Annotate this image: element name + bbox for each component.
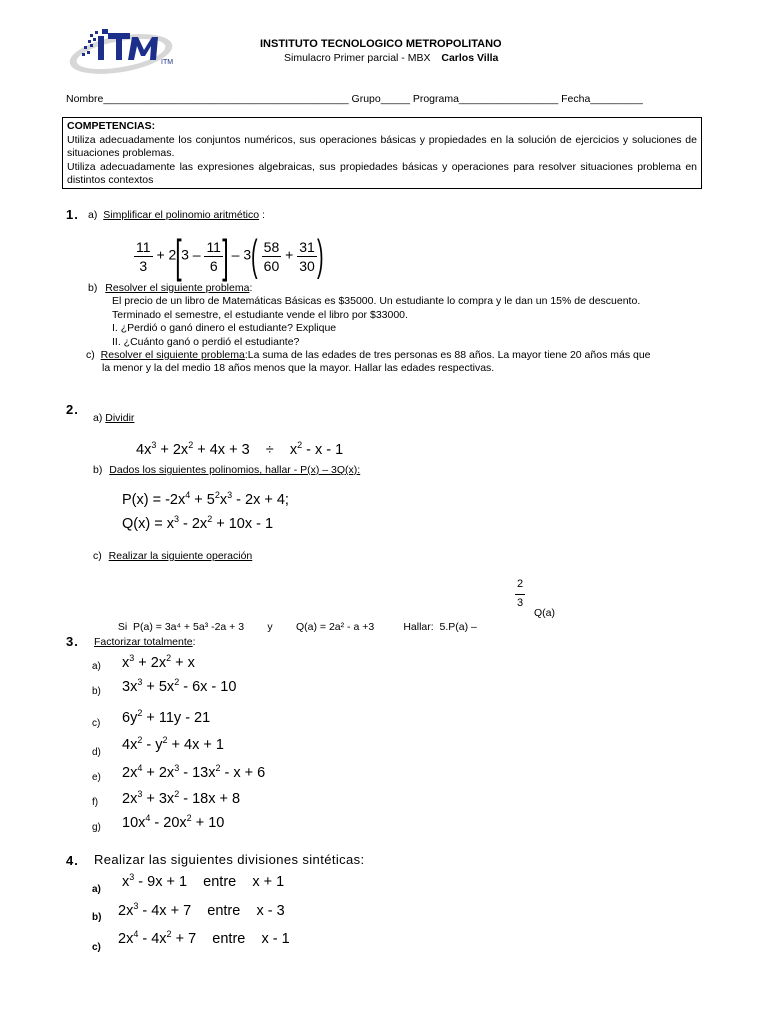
q4-entre: entre (207, 903, 241, 919)
q3-item-label: b) (92, 686, 101, 697)
q1-b-line-4: II. ¿Cuánto ganó o perdió el estudiante? (112, 335, 300, 348)
q3-item-b-expression: $3x^3 + 5x^2 - 6x - 10$ (122, 677, 237, 695)
q3-item-label: c) (92, 718, 101, 729)
q2-b-polynomial-p: $P(x) = -2x^4 + 5^2x^3 - 2x + 4$; (122, 490, 289, 508)
q1-a (88, 209, 265, 223)
q3-item-d-expression: $4x^2 - y^2 + 4x + 1$ (122, 735, 224, 753)
q4-item-b-expression: $2x^3 - 4x + 7$ entre x - 3 (118, 901, 285, 919)
q2-a-label: a) (93, 412, 103, 424)
exam-subtitle-text: Simulacro Primer parcial - MBX (284, 52, 431, 64)
q4-item-label: a) (92, 884, 101, 895)
author-name: Carlos Villa (441, 52, 499, 64)
q4-item-label: b) (92, 912, 102, 923)
competencias-box (62, 117, 702, 189)
q1-c (86, 349, 651, 363)
q3-item-label: d) (92, 747, 101, 758)
q4-item-c-expression: $2x^4 - 4x^2 + 7$ entre x - 1 (118, 929, 290, 947)
question-1-number: 1. (66, 207, 79, 222)
q3-item-a-expression: $x^3 + 2x^2 + x$ (122, 653, 195, 671)
question-2-number: 2. (66, 402, 79, 417)
frac-11-6: $\frac{11}{6}$ (206, 238, 221, 274)
q1-c-text: Resolver el siguiente problema (100, 349, 245, 361)
q3-item-label: e) (92, 772, 101, 783)
q2-c-frac-denominator: 3 (516, 596, 524, 609)
q1-b (88, 282, 252, 296)
q1-c-label: c) (86, 349, 95, 361)
q2-c-frac-numerator: 2 (516, 578, 524, 590)
q4-divisor: x + 1 (252, 874, 285, 890)
q1-c-line-1: :La suma de las edades de tres personas es 88 años. La mayor tiene 20 años más que (244, 349, 651, 361)
q1-a-text: Simplificar el polinomio aritmético (103, 209, 260, 221)
q2-c-text: Realizar la siguiente operación (108, 550, 253, 562)
student-fields: Nombre__________________________________________ Grupo_____ Programa_________________ Fecha_________ (66, 93, 643, 105)
svg-text:ITM: ITM (161, 59, 174, 66)
q1-a-colon: : (259, 209, 265, 221)
q1-b-label: b) (88, 282, 98, 294)
institute-name: INSTITUTO TECNOLOGICO METROPOLITANO (260, 38, 502, 50)
question-3-number: 3. (66, 634, 79, 649)
q2-c-operation (112, 607, 477, 634)
q2-b (93, 464, 360, 478)
q2-a-expression: $4x^3 + 2x^2 + 4x + 3$ ÷ $x^2$ - x - 1 (136, 440, 344, 458)
q1-b-text: Resolver el siguiente problema (105, 282, 250, 294)
logo (66, 24, 176, 78)
q4-entre: entre (212, 931, 246, 947)
q2-c-tail: Q(a) (534, 607, 555, 619)
q4-item-label: c) (92, 942, 101, 953)
question-4-number: 4. (66, 853, 79, 868)
q4-title: Realizar las siguientes divisiones sintéticas: (94, 852, 365, 867)
competencias-title: COMPETENCIAS: (67, 120, 156, 132)
q2-c-fraction (515, 578, 525, 610)
q1-a-expression: $\frac{11}{3}$ + 2[3 – $\frac{11}{6}$ ] – 3( $\frac{58}{60}$ + $\frac{31}{30}$ ) (136, 230, 324, 282)
q1-c-line-2: la menor y la del medio 18 años menos que la mayor. Hallar las edades respectivas. (102, 362, 495, 374)
q4-item-a-expression: $x^3 - 9x + 1$ entre x + 1 (122, 872, 285, 890)
q2-b-text: Dados los siguientes polinomios, hallar - P(x) – 3Q(x): (109, 464, 361, 476)
q1-b-colon: : (249, 282, 253, 294)
q1-b-line-3: I. ¿Perdió o ganó dinero el estudiante? Explique (112, 322, 337, 334)
frac-58-60: $\frac{58}{60}$ (263, 238, 280, 274)
q4-divisor: x - 3 (256, 903, 285, 919)
exam-subtitle (284, 52, 498, 64)
q2-c-line: Si P(a) = 3a⁴ + 5a³ -2a + 3 y Q(a) = 2a² - a +3 Hallar: 5.P(a) – (117, 620, 477, 633)
frac-11-3: $\frac{11}{3}$ (136, 238, 151, 274)
q1-b-line-2: Terminado el semestre, el estudiante vende el libro por $33000. (112, 308, 408, 321)
competencia-1: Utiliza adecuadamente los conjuntos numéricos, sus operaciones básicas y propiedades en la solución de ejercicios y soluciones de situaciones problemas. (67, 133, 697, 159)
q3-item-g-expression: $10x^4 - 20x^2 + 10$ (122, 813, 225, 831)
frac-31-30: $\frac{31}{30}$ (299, 238, 315, 274)
competencia-2: Utiliza adecuadamente las expresiones algebraicas, sus propiedades básicas y operaciones para resolver situaciones problema en distintos contextos (67, 160, 697, 186)
q3-item-label: a) (92, 661, 101, 672)
q2-a (93, 412, 134, 426)
q3-title (94, 636, 196, 650)
q3-item-label: g) (92, 822, 101, 833)
q3-item-f-expression: $2x^3 + 3x^2 - 18x + 8$ (122, 789, 241, 807)
q1-b-line-1: El precio de un libro de Matemáticas Básicas es $35000. Un estudiante lo compra y le dan un 15% de descuento. (112, 295, 641, 307)
q2-b-label: b) (93, 464, 103, 476)
q2-c (93, 550, 252, 564)
q4-entre: entre (203, 874, 237, 890)
q3-title-colon: : (192, 636, 196, 648)
itm-logo-icon (66, 24, 176, 78)
q2-b-polynomial-q: $Q(x) = x^3 - 2x^2 + 10x - 1$ (122, 514, 274, 532)
q1-a-label: a) (88, 209, 98, 221)
q3-item-label: f) (92, 797, 99, 808)
q3-item-e-expression: $2x^4 + 2x^3 - 13x^2 - x + 6$ (122, 763, 266, 781)
q3-item-c-expression: $6y^2 + 11y - 21$ (122, 708, 211, 726)
q3-title-text: Factorizar totalmente (94, 636, 193, 648)
q1-b-problem (112, 295, 640, 349)
q4-divisor: x - 1 (261, 931, 290, 947)
q2-a-text: Dividir (105, 412, 135, 424)
q2-c-label: c) (93, 550, 102, 562)
